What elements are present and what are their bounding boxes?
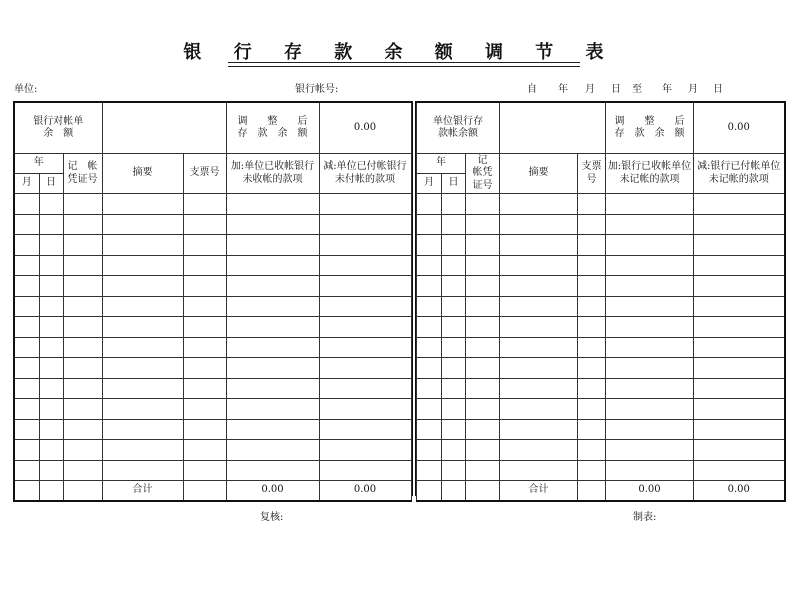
entry-cell[interactable]	[14, 358, 39, 379]
entry-cell[interactable]	[466, 358, 500, 379]
total-cell	[417, 481, 442, 502]
table-row	[417, 378, 785, 399]
entry-cell[interactable]	[606, 358, 694, 379]
entry-cell[interactable]	[319, 419, 411, 440]
entry-cell[interactable]	[39, 214, 63, 235]
entry-cell[interactable]	[63, 460, 102, 481]
entry-cell[interactable]	[63, 255, 102, 276]
entry-cell[interactable]	[606, 296, 694, 317]
table-row	[14, 194, 411, 215]
entry-cell[interactable]	[442, 337, 466, 358]
entry-cell[interactable]	[694, 235, 785, 256]
entry-cell[interactable]	[578, 214, 606, 235]
entry-cell[interactable]	[606, 378, 694, 399]
entry-cell[interactable]	[183, 399, 226, 420]
entry-cell[interactable]	[442, 255, 466, 276]
entry-cell[interactable]	[694, 378, 785, 399]
label-line: 调 整 后	[237, 115, 308, 127]
entry-cell[interactable]	[500, 419, 578, 440]
entry-cell[interactable]	[63, 337, 102, 358]
entry-cell[interactable]	[606, 337, 694, 358]
entry-cell[interactable]	[14, 296, 39, 317]
table-row	[417, 440, 785, 461]
entry-cell[interactable]	[319, 235, 411, 256]
col-year: 年	[417, 154, 466, 174]
table-row	[14, 358, 411, 379]
entry-cell[interactable]	[63, 378, 102, 399]
entry-cell[interactable]	[578, 419, 606, 440]
entry-cell[interactable]	[39, 337, 63, 358]
entry-cell[interactable]	[606, 214, 694, 235]
entry-cell[interactable]	[319, 194, 411, 215]
table-row	[14, 378, 411, 399]
entry-cell[interactable]	[183, 378, 226, 399]
entry-cell[interactable]	[39, 399, 63, 420]
entry-cell[interactable]	[606, 419, 694, 440]
table-row	[14, 440, 411, 461]
entry-cell[interactable]	[466, 337, 500, 358]
entry-cell[interactable]	[14, 255, 39, 276]
table-row	[417, 255, 785, 276]
adjusted-balance-label	[226, 102, 319, 154]
entry-cell[interactable]	[102, 317, 183, 338]
entry-cell[interactable]	[183, 296, 226, 317]
period-from-month: 月	[585, 84, 595, 95]
entry-cell[interactable]	[226, 460, 319, 481]
period-from-day: 日	[611, 84, 621, 95]
entry-cell[interactable]	[694, 419, 785, 440]
table-row	[417, 317, 785, 338]
entry-cell[interactable]	[14, 214, 39, 235]
total-add: 0.00	[606, 481, 694, 502]
entry-cell[interactable]	[500, 296, 578, 317]
table-row	[14, 235, 411, 256]
entry-cell[interactable]	[63, 317, 102, 338]
entry-cell[interactable]	[102, 337, 183, 358]
entry-cell[interactable]	[319, 255, 411, 276]
entry-cell[interactable]	[417, 399, 442, 420]
entry-cell[interactable]	[63, 440, 102, 461]
entry-cell[interactable]	[500, 337, 578, 358]
entry-cell[interactable]	[466, 419, 500, 440]
entry-cell[interactable]	[63, 194, 102, 215]
entry-cell[interactable]	[442, 276, 466, 297]
total-cell	[63, 481, 102, 502]
entry-cell[interactable]	[226, 440, 319, 461]
entry-cell[interactable]	[14, 337, 39, 358]
entry-cell[interactable]	[417, 378, 442, 399]
entry-cell[interactable]	[63, 235, 102, 256]
book-balance-label	[417, 102, 500, 154]
period-to-month: 月	[688, 84, 698, 95]
entry-cell[interactable]	[500, 440, 578, 461]
entry-cell[interactable]	[417, 440, 442, 461]
table-row	[14, 399, 411, 420]
entry-cell[interactable]	[500, 378, 578, 399]
total-add: 0.00	[226, 481, 319, 502]
unit-label: 单位:	[14, 84, 38, 95]
entry-cell[interactable]	[14, 440, 39, 461]
entry-cell[interactable]	[14, 276, 39, 297]
table-row	[14, 460, 411, 481]
table-row	[417, 399, 785, 420]
entry-cell[interactable]	[226, 337, 319, 358]
table-row	[417, 194, 785, 215]
entry-cell[interactable]	[102, 194, 183, 215]
entry-cell[interactable]	[578, 235, 606, 256]
table-row	[417, 460, 785, 481]
entry-cell[interactable]	[578, 337, 606, 358]
prepared-by-label: 制表:	[633, 512, 657, 523]
col-add-items: 加:银行已收帐单位未记帐的款项	[606, 154, 694, 194]
entry-cell[interactable]	[14, 235, 39, 256]
entry-cell[interactable]	[466, 378, 500, 399]
entry-cell[interactable]	[63, 276, 102, 297]
entry-cell[interactable]	[500, 460, 578, 481]
entry-cell[interactable]	[694, 460, 785, 481]
entry-cell[interactable]	[102, 276, 183, 297]
entry-cell[interactable]	[442, 460, 466, 481]
entry-cell[interactable]	[417, 317, 442, 338]
total-sub: 0.00	[319, 481, 411, 502]
entry-cell[interactable]	[102, 255, 183, 276]
entry-cell[interactable]	[606, 440, 694, 461]
col-check-no: 支票号	[578, 154, 606, 194]
entry-cell[interactable]	[578, 255, 606, 276]
entry-cell[interactable]	[319, 440, 411, 461]
entry-cell[interactable]	[39, 276, 63, 297]
entry-cell[interactable]	[226, 296, 319, 317]
entry-cell[interactable]	[226, 419, 319, 440]
entry-cell[interactable]	[183, 440, 226, 461]
entry-cell[interactable]	[466, 235, 500, 256]
col-year: 年	[14, 154, 63, 174]
label-line: 调 整 后	[614, 115, 685, 127]
total-cell	[39, 481, 63, 502]
page-title: 银 行 存 款 余 额 调 节 表	[183, 42, 617, 63]
col-voucher-no: 记 帐 凭证号	[63, 154, 102, 194]
entry-cell[interactable]	[14, 194, 39, 215]
bank-account-label: 银行帐号:	[295, 84, 339, 95]
entry-cell[interactable]	[442, 214, 466, 235]
entry-cell[interactable]	[417, 194, 442, 215]
entry-cell[interactable]	[466, 296, 500, 317]
left-data-rows	[14, 194, 411, 481]
entry-cell[interactable]	[500, 214, 578, 235]
entry-cell[interactable]	[14, 419, 39, 440]
entry-cell[interactable]	[183, 358, 226, 379]
label-line: 款帐余额	[438, 128, 478, 139]
entry-cell[interactable]	[39, 419, 63, 440]
entry-cell[interactable]	[417, 235, 442, 256]
table-row	[14, 296, 411, 317]
entry-cell[interactable]	[183, 419, 226, 440]
entry-cell[interactable]	[500, 399, 578, 420]
entry-cell[interactable]	[466, 214, 500, 235]
entry-cell[interactable]	[606, 235, 694, 256]
entry-cell[interactable]	[442, 235, 466, 256]
entry-cell[interactable]	[63, 296, 102, 317]
entry-cell[interactable]	[417, 337, 442, 358]
label-line: 单位银行存	[433, 115, 483, 127]
entry-cell[interactable]	[578, 399, 606, 420]
total-label: 合计	[102, 481, 183, 502]
table-row	[417, 337, 785, 358]
entry-cell[interactable]	[183, 337, 226, 358]
col-sub-items: 减:单位已付帐银行未付帐的款项	[319, 154, 411, 194]
entry-cell[interactable]	[226, 276, 319, 297]
entry-cell[interactable]	[102, 296, 183, 317]
entry-cell[interactable]	[694, 399, 785, 420]
title-underline-double	[228, 66, 580, 67]
entry-cell[interactable]	[14, 378, 39, 399]
table-row	[417, 276, 785, 297]
table-row	[417, 214, 785, 235]
adjusted-balance-value[interactable]: 0.00	[694, 102, 785, 154]
entry-cell[interactable]	[226, 317, 319, 338]
entry-cell[interactable]	[694, 276, 785, 297]
entry-cell[interactable]	[417, 214, 442, 235]
entry-cell[interactable]	[500, 317, 578, 338]
entry-cell[interactable]	[417, 358, 442, 379]
entry-cell[interactable]	[442, 317, 466, 338]
entry-cell[interactable]	[694, 296, 785, 317]
entry-cell[interactable]	[442, 399, 466, 420]
entry-cell[interactable]	[226, 194, 319, 215]
entry-cell[interactable]	[442, 358, 466, 379]
entry-cell[interactable]	[442, 194, 466, 215]
table-row	[14, 419, 411, 440]
entry-cell[interactable]	[442, 440, 466, 461]
label-line: 存 款 余 额	[237, 128, 308, 139]
entry-cell[interactable]	[694, 440, 785, 461]
entry-cell[interactable]	[500, 194, 578, 215]
entry-cell[interactable]	[226, 214, 319, 235]
entry-cell[interactable]	[39, 358, 63, 379]
entry-cell[interactable]	[39, 317, 63, 338]
review-label: 复核:	[260, 512, 284, 523]
entry-cell[interactable]	[39, 235, 63, 256]
entry-cell[interactable]	[466, 255, 500, 276]
entry-cell[interactable]	[319, 214, 411, 235]
entry-cell[interactable]	[319, 399, 411, 420]
table-row	[14, 214, 411, 235]
entry-cell[interactable]	[578, 358, 606, 379]
total-cell	[442, 481, 466, 502]
entry-cell[interactable]	[39, 378, 63, 399]
col-check-no: 支票号	[183, 154, 226, 194]
table-row	[417, 419, 785, 440]
entry-cell[interactable]	[466, 276, 500, 297]
entry-cell[interactable]	[319, 378, 411, 399]
entry-cell[interactable]	[606, 399, 694, 420]
entry-cell[interactable]	[39, 460, 63, 481]
adjusted-balance-label	[606, 102, 694, 154]
entry-cell[interactable]	[694, 317, 785, 338]
entry-cell[interactable]	[102, 378, 183, 399]
table-row	[14, 337, 411, 358]
entry-cell[interactable]	[606, 276, 694, 297]
entry-cell[interactable]	[319, 317, 411, 338]
entry-cell[interactable]	[14, 317, 39, 338]
entry-cell[interactable]	[578, 317, 606, 338]
period-to-label: 至	[632, 84, 642, 95]
book-balance-value[interactable]	[500, 102, 606, 154]
entry-cell[interactable]	[466, 317, 500, 338]
col-summary: 摘要	[500, 154, 578, 194]
entry-cell[interactable]	[226, 378, 319, 399]
entry-cell[interactable]	[606, 255, 694, 276]
entry-cell[interactable]	[442, 296, 466, 317]
entry-cell[interactable]	[606, 460, 694, 481]
entry-cell[interactable]	[102, 358, 183, 379]
entry-cell[interactable]	[319, 296, 411, 317]
col-sub-items: 减:银行已付帐单位未记帐的款项	[694, 154, 785, 194]
entry-cell[interactable]	[500, 255, 578, 276]
col-voucher-no: 记 帐凭 证号	[466, 154, 500, 194]
entry-cell[interactable]	[578, 460, 606, 481]
entry-cell[interactable]	[417, 296, 442, 317]
entry-cell[interactable]	[183, 276, 226, 297]
entry-cell[interactable]	[500, 235, 578, 256]
label-line: 银行对帐单	[33, 115, 84, 127]
entry-cell[interactable]	[39, 255, 63, 276]
total-cell	[466, 481, 500, 502]
entry-cell[interactable]	[606, 317, 694, 338]
col-month: 月	[417, 174, 442, 194]
bank-statement-balance-value[interactable]	[102, 102, 226, 154]
col-summary: 摘要	[102, 154, 183, 194]
entry-cell[interactable]	[63, 214, 102, 235]
table-row	[417, 358, 785, 379]
entry-cell[interactable]	[183, 214, 226, 235]
entry-cell[interactable]	[578, 296, 606, 317]
entry-cell[interactable]	[417, 276, 442, 297]
entry-cell[interactable]	[578, 440, 606, 461]
entry-cell[interactable]	[466, 399, 500, 420]
entry-cell[interactable]	[183, 460, 226, 481]
entry-cell[interactable]	[102, 419, 183, 440]
entry-cell[interactable]	[578, 194, 606, 215]
table-row	[14, 317, 411, 338]
total-cell	[183, 481, 226, 502]
entry-cell[interactable]	[466, 194, 500, 215]
entry-cell[interactable]	[183, 255, 226, 276]
entry-cell[interactable]	[578, 378, 606, 399]
col-day: 日	[442, 174, 466, 194]
entry-cell[interactable]	[63, 419, 102, 440]
entry-cell[interactable]	[102, 460, 183, 481]
bank-statement-table	[13, 101, 412, 502]
period-from-year: 年	[558, 84, 568, 95]
adjusted-balance-value[interactable]: 0.00	[319, 102, 411, 154]
entry-cell[interactable]	[226, 255, 319, 276]
table-row	[417, 235, 785, 256]
entry-cell[interactable]	[417, 460, 442, 481]
entry-cell[interactable]	[63, 358, 102, 379]
total-sub: 0.00	[694, 481, 785, 502]
period-to-day: 日	[713, 84, 723, 95]
entry-cell[interactable]	[39, 296, 63, 317]
table-row	[14, 276, 411, 297]
period-from-label: 自	[527, 84, 537, 95]
total-label: 合计	[500, 481, 578, 502]
entry-cell[interactable]	[183, 194, 226, 215]
entry-cell[interactable]	[694, 337, 785, 358]
entry-cell[interactable]	[39, 194, 63, 215]
col-add-items: 加:单位已收帐银行未收帐的款项	[226, 154, 319, 194]
entry-cell[interactable]	[442, 378, 466, 399]
entry-cell[interactable]	[39, 440, 63, 461]
entry-cell[interactable]	[417, 419, 442, 440]
title-underline	[228, 62, 580, 63]
entry-cell[interactable]	[63, 399, 102, 420]
book-balance-table	[416, 101, 786, 502]
period-to-year: 年	[662, 84, 672, 95]
entry-cell[interactable]	[102, 399, 183, 420]
entry-cell[interactable]	[102, 214, 183, 235]
entry-cell[interactable]	[319, 337, 411, 358]
total-cell	[14, 481, 39, 502]
entry-cell[interactable]	[226, 358, 319, 379]
entry-cell[interactable]	[500, 276, 578, 297]
label-line: 余 额	[43, 128, 74, 139]
entry-cell[interactable]	[694, 255, 785, 276]
entry-cell[interactable]	[442, 419, 466, 440]
entry-cell[interactable]	[319, 276, 411, 297]
entry-cell[interactable]	[319, 460, 411, 481]
bank-statement-balance-label	[14, 102, 102, 154]
right-data-rows	[417, 194, 785, 481]
entry-cell[interactable]	[14, 399, 39, 420]
col-month: 月	[14, 174, 39, 194]
label-line: 存 款 余 额	[614, 128, 685, 139]
entry-cell[interactable]	[694, 358, 785, 379]
entry-cell[interactable]	[417, 255, 442, 276]
table-row	[14, 255, 411, 276]
entry-cell[interactable]	[319, 358, 411, 379]
entry-cell[interactable]	[500, 358, 578, 379]
entry-cell[interactable]	[694, 214, 785, 235]
entry-cell[interactable]	[183, 235, 226, 256]
entry-cell[interactable]	[226, 399, 319, 420]
entry-cell[interactable]	[102, 440, 183, 461]
entry-cell[interactable]	[102, 235, 183, 256]
total-cell	[578, 481, 606, 502]
entry-cell[interactable]	[466, 460, 500, 481]
col-day: 日	[39, 174, 63, 194]
entry-cell[interactable]	[14, 460, 39, 481]
entry-cell[interactable]	[578, 276, 606, 297]
entry-cell[interactable]	[226, 235, 319, 256]
table-row	[417, 296, 785, 317]
entry-cell[interactable]	[694, 194, 785, 215]
entry-cell[interactable]	[606, 194, 694, 215]
entry-cell[interactable]	[183, 317, 226, 338]
entry-cell[interactable]	[466, 440, 500, 461]
